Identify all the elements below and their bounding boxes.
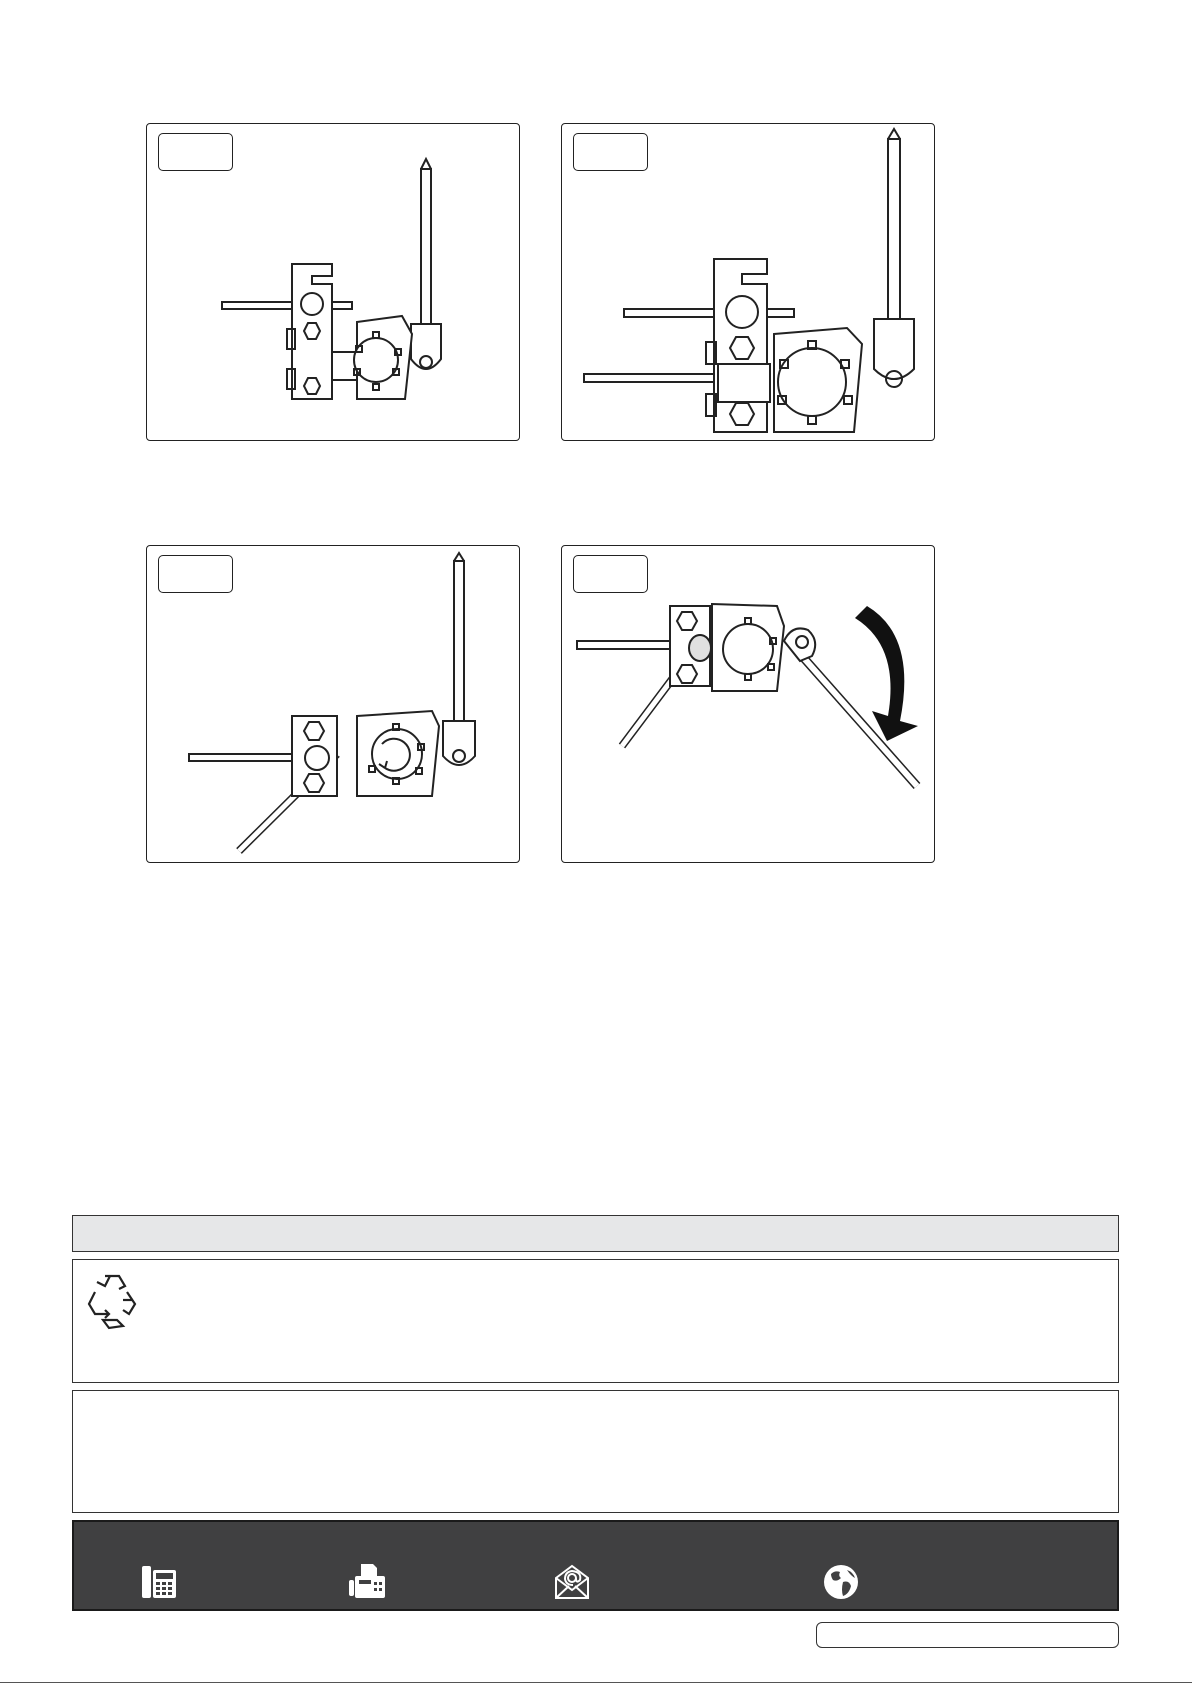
telephone-icon bbox=[140, 1564, 178, 1600]
section-header-band bbox=[72, 1215, 1119, 1252]
figure-3-tool-drawing bbox=[147, 546, 521, 864]
reference-box bbox=[816, 1622, 1119, 1648]
figure-1-tool-drawing bbox=[147, 124, 521, 442]
note-box bbox=[72, 1390, 1119, 1513]
figure-1 bbox=[146, 123, 520, 441]
figure-4-tool-drawing bbox=[562, 546, 936, 864]
email-icon bbox=[553, 1562, 591, 1600]
bottom-rule bbox=[0, 1682, 1192, 1683]
contact-bar bbox=[72, 1520, 1119, 1611]
figure-2 bbox=[561, 123, 935, 441]
recycle-icon bbox=[83, 1270, 143, 1330]
environment-protection-box bbox=[72, 1259, 1119, 1383]
figure-3 bbox=[146, 545, 520, 863]
figure-2-tool-drawing bbox=[562, 124, 936, 442]
fax-icon bbox=[347, 1562, 389, 1600]
globe-icon bbox=[823, 1564, 859, 1600]
figure-4 bbox=[561, 545, 935, 863]
